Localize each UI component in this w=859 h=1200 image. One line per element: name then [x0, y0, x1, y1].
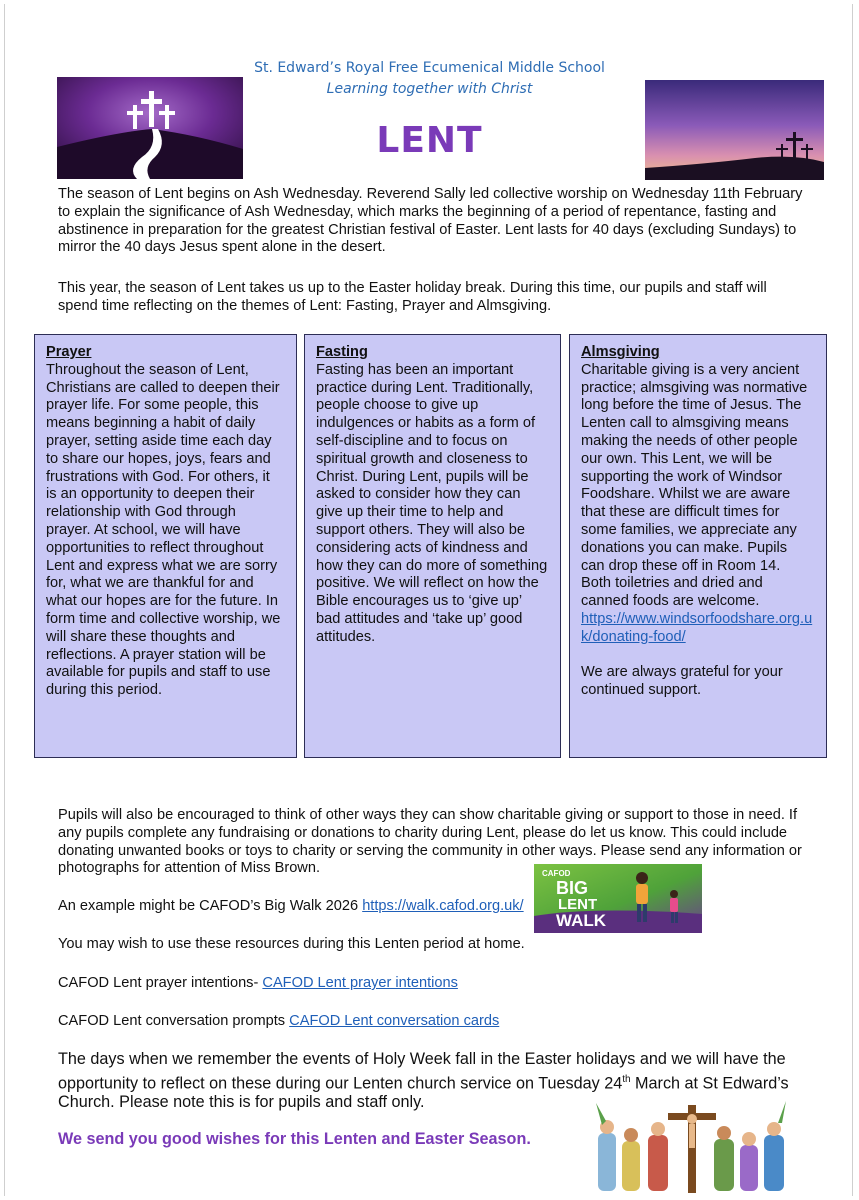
conversation-label: CAFOD Lent conversation prompts [58, 1013, 286, 1029]
themes-paragraph: This year, the season of Lent takes us up to the Easter holiday break. During this time, our pupils and staff will spend time reflecting on the themes of Lent: Fasting, Prayer and Almsgiving. [58, 280, 767, 314]
charity-paragraph: Pupils will also be encouraged to think of other ways they can show charitable giving or support to those in need. If any pupils complete any fundraising or donations to charity during Lent, please do let us know. This could include donating unwanted books or toys to charity or serving the community in other ways. Please send any information or photographs for attention of Miss Brown. [58, 807, 802, 877]
big-text: BIG [556, 878, 589, 898]
big-lent-walk-image [534, 864, 702, 933]
cafod-brand-text: CAFOD [542, 869, 571, 878]
cafod-walk-link[interactable]: https://walk.cafod.org.uk/ [362, 898, 524, 914]
holy-week-paragraph: The days when we remember the events of Holy Week fall in the Easter holidays and we will have the opportunity to reflect on these during our Lenten church service on Tuesday 24th March at St Edward’s Church. Please note this is for pupils and staff only. [58, 1050, 789, 1112]
sunset-crosses-image [645, 80, 824, 180]
almsgiving-closing: We are always grateful for your continued support. [581, 664, 783, 699]
conversation-cards-link[interactable]: CAFOD Lent conversation cards [289, 1013, 500, 1029]
crucifixion-illustration [592, 1095, 792, 1193]
example-line [58, 898, 524, 916]
school-motto: Learning together with Christ [326, 81, 533, 97]
page-title: LENT [376, 120, 483, 161]
almsgiving-heading: Almsgiving [581, 344, 660, 360]
conversation-line [58, 1013, 499, 1031]
prayer-intentions-line [58, 975, 458, 993]
fasting-box [304, 334, 561, 758]
prayer-intentions-label: CAFOD Lent prayer intentions- [58, 975, 259, 991]
prayer-heading: Prayer [46, 344, 92, 360]
prayer-box [34, 334, 297, 758]
example-text: An example might be CAFOD’s Big Walk 2026 [58, 898, 359, 914]
crosses-path-image [57, 77, 243, 179]
prayer-intentions-link[interactable]: CAFOD Lent prayer intentions [262, 975, 458, 991]
resources-text: You may wish to use these resources during this Lenten period at home. [58, 936, 525, 952]
windsor-foodshare-link[interactable]: https://www.windsorfoodshare.org.uk/donating-food/ [581, 610, 813, 645]
intro-paragraph: The season of Lent begins on Ash Wednesday. Reverend Sally led collective worship on Wednesday 11th February to explain the significance of Ash Wednesday, which marks the beginning of a period of repentance, fasting and abstinence in preparation for the greatest Christian festival of Easter. Lent lasts for 40 days (excluding Sundays) to mirror the 40 days Jesus spent alone in the desert. [58, 186, 803, 256]
prayer-text: Throughout the season of Lent, Christians are called to deepen their prayer life. For some people, this means beginning a habit of daily prayer, setting aside time each day to share our hopes, joys, fears and frustrations with God. For others, it is an opportunity to deepen their relationship with God through prayer. At school, we will have opportunities to reflect throughout Lent and express what we are sorry for, what we are thankful for and what our hopes are for the future. In form time and collective worship, we will share these thoughts and reflections. A prayer station will be available for pupils and staff to use during this period. [46, 361, 281, 699]
walk-text: WALK [556, 911, 607, 930]
lent-text: LENT [558, 896, 598, 913]
fasting-text: Fasting has been an important practice during Lent. Traditionally, people choose to give up indulgences or habits as a form of self-discipline and to focus on spiritual growth and closeness to Christ. During Lent, pupils will be asked to consider how they can give up their time to help and support others. They will also be considering acts of kindness and how they can do more of something positive. We will reflect on how the Bible encourages us to ‘give up’ bad attitudes and ‘take up’ good attitudes. [316, 361, 548, 645]
fasting-heading: Fasting [316, 344, 368, 360]
good-wishes-text: We send you good wishes for this Lenten and Easter Season. [58, 1130, 531, 1148]
school-name: St. Edward’s Royal Free Ecumenical Middle School [254, 60, 605, 76]
almsgiving-text: Charitable giving is a very ancient practice; almsgiving was normative long before the time of Jesus. The Lenten call to almsgiving means making the needs of other people our own. This Lent, we will be supporting the work of Windsor Foodshare. Whilst we are aware that these are difficult times for some families, we appreciate any donations you can make. Pupils can drop these off in Room 14. Both toiletries and dried and canned foods are welcome. https://www.windsorfoodshare.org.uk/donating-food/ [581, 361, 813, 645]
almsgiving-box [569, 334, 827, 758]
